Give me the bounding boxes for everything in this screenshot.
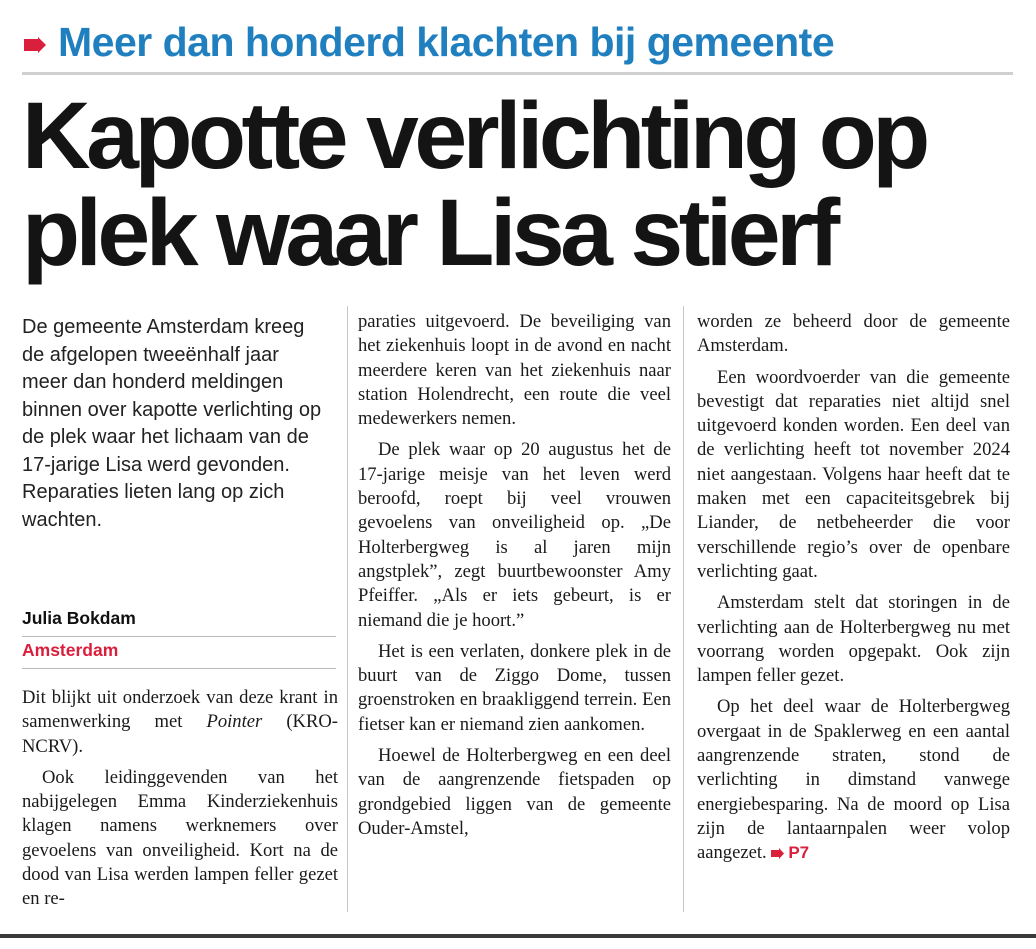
lead-paragraph: De gemeente Amsterdam kreeg de afgelopen tweeënhalf jaar meer dan honderd meldingen binnen over kapotte verlichting op de plek waar het lichaam van de 17-jarige Lisa werd gevonden. Reparaties lieten lang op zich wachten. xyxy=(22,316,322,531)
headline-line-2: plek waar Lisa stierf xyxy=(22,180,836,286)
byline-location: Amsterdam xyxy=(22,640,119,660)
column-3-paragraph-4: Op het deel waar de Holterbergweg overgaat in de Spaklerweg en een aantal aangrenzende straten, stond de verlichting in dimstand vanwege energiebesparing. Na de moord op Lisa zijn de lantaarnpalen weer volop aangezet. P7 xyxy=(697,696,1010,864)
column-divider-2 xyxy=(683,306,684,912)
byline-author: Julia Bokdam xyxy=(22,608,136,628)
column-3-paragraph-1: worden ze beheerd door de gemeente Amsterdam. xyxy=(697,311,1010,357)
column-3-paragraph-2: Een woordvoerder van die gemeente bevestigt dat reparaties niet altijd snel uitgevoerd konden worden. Een deel van de verlichting heeft tot november 2024 niet aangestaan. Volgens haar heeft dat te maken met een capaciteitsgebrek bij Liander, de netbeheerder die voor verschillende regio’s over de openbare verlichting gaat. xyxy=(697,366,1010,582)
headline-line-1: Kapotte verlichting op xyxy=(22,83,926,189)
bottom-divider xyxy=(0,934,1036,938)
dateline-divider xyxy=(22,668,336,669)
source-name: Pointer xyxy=(206,711,263,733)
page-reference[interactable]: P7 xyxy=(771,843,809,862)
kicker-divider xyxy=(22,72,1013,75)
article-column-3 xyxy=(697,310,1010,866)
red-arrow-marker-icon xyxy=(24,36,46,54)
column-3-paragraph-3: Amsterdam stelt dat storingen in de verlichting aan de Holterbergweg nu met voorrang worden opgepakt. Ook zijn lampen feller gezet. xyxy=(697,592,1010,687)
column-2-paragraph-2: De plek waar op 20 augustus het de 17-jarige meisje van het leven werd beroofd, roept bij veel vrouwen gevoelens van onveiligheid op. „De Holterbergweg is al jaren mijn angstplek”, zegt buurtbewoonster Amy Pfeiffer. „Als er iets gebeurt, is er niemand die je hoort.” xyxy=(358,439,671,631)
headline xyxy=(22,83,1022,286)
red-arrow-marker-icon xyxy=(771,848,784,859)
kicker-text: Meer dan honderd klachten bij gemeente xyxy=(58,18,835,65)
column-2-paragraph-1: paraties uitgevoerd. De beveiliging van het ziekenhuis loopt in de avond en nacht meerdere keren van het ziekenhuis naar station Holendrecht, een route die veel medewerkers nemen. xyxy=(358,311,671,430)
kicker xyxy=(24,14,834,70)
column-2-paragraph-4: Hoewel de Holterbergweg en een deel van de aangrenzende fietspaden op grondgebied liggen van de gemeente Ouder-Amstel, xyxy=(358,745,671,839)
article-column-1 xyxy=(22,686,338,912)
article-column-2 xyxy=(358,310,671,841)
byline-divider xyxy=(22,636,336,637)
column-1-paragraph-2: Ook leidinggevenden van het nabijgelegen Emma Kinderziekenhuis klagen namens werknemers over gevoelens van onveiligheid. Kort na de dood van Lisa werden lampen feller gezet en re- xyxy=(22,766,338,910)
column-divider-1 xyxy=(347,306,348,912)
column-2-paragraph-3: Het is een verlaten, donkere plek in de buurt van de Ziggo Dome, tussen groenstroken en braakliggend terrein. Een fietser kan er niemand zien aankomen. xyxy=(358,640,671,735)
column-1-paragraph-1: Dit blijkt uit onderzoek van deze krant in samenwerking met Pointer (KRO-NCRV). xyxy=(22,687,338,757)
